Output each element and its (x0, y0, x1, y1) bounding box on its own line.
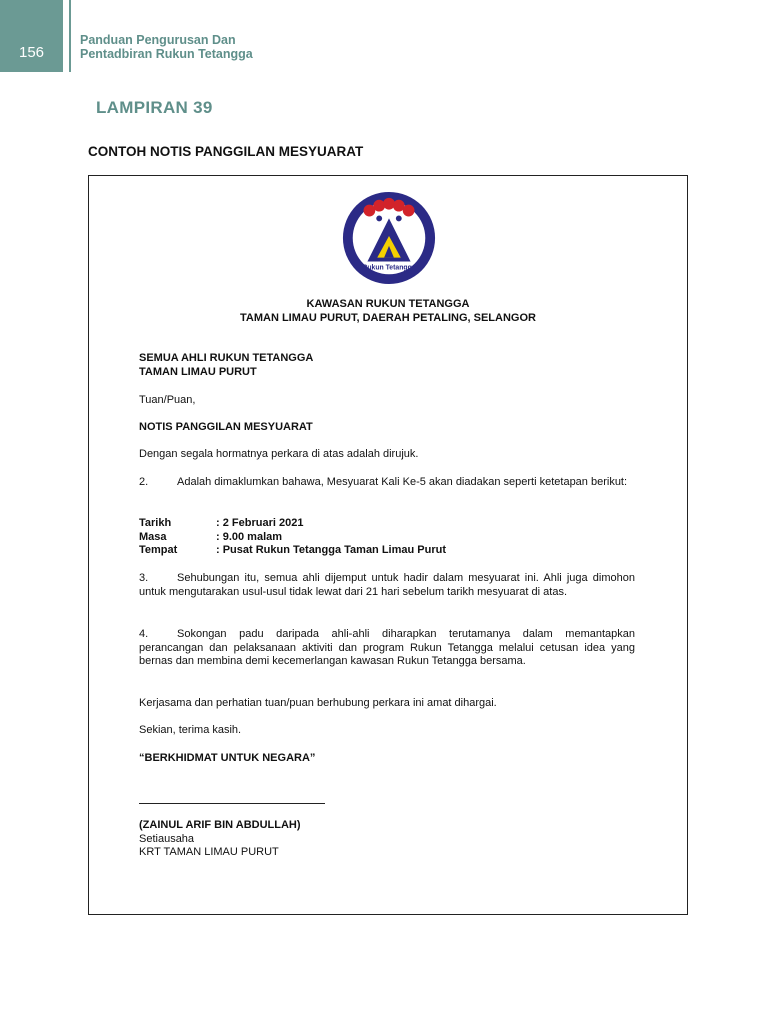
recipient (139, 352, 635, 379)
paragraph-3 (139, 572, 635, 599)
letter-frame (88, 175, 688, 915)
detail-value: : 9.00 malam (216, 530, 283, 543)
paragraph-2-number: 2. (139, 476, 149, 488)
detail-row-date (139, 517, 635, 531)
paragraph-4-text: Sokongan padu daripada ahli-ahli diharapkan terutamanya dalam memantapkan perancangan dan pelaksanaan aktiviti dan program Rukun Tetangga melalui cetusan idea yang bernas dan membina demi kecemerlangan kawasan Rukun Tetangga bersama. (139, 628, 635, 667)
header-divider (69, 0, 71, 72)
detail-label: Masa (139, 530, 167, 543)
salutation: Tuan/Puan, (139, 394, 196, 406)
letterhead-line-2: TAMAN LIMAU PURUT, DAERAH PETALING, SELANGOR (240, 312, 536, 324)
signatory-title: Setiausaha (139, 832, 195, 845)
signature-line (139, 803, 325, 804)
closing: Sekian, terima kasih. (139, 724, 242, 736)
letterhead (89, 297, 687, 325)
page-number-tab (0, 0, 63, 72)
paragraph-2 (139, 476, 635, 490)
page-number: 156 (18, 44, 45, 61)
header-line-2: Pentadbiran Rukun Tetangga (80, 47, 253, 61)
detail-label: Tarikh (139, 517, 172, 529)
header-line-1: Panduan Pengurusan Dan (80, 33, 236, 47)
recipient-line-1: SEMUA AHLI RUKUN TETANGGA (139, 352, 314, 364)
paragraph-3-number: 3. (139, 572, 149, 584)
motto: “BERKHIDMAT UNTUK NEGARA” (139, 752, 316, 764)
paragraph-4 (139, 628, 635, 669)
paragraph-2-text: Adalah dimaklumkan bahawa, Mesyuarat Kali Ke-5 akan diadakan seperti ketetapan berikut: (177, 476, 628, 488)
paragraph-3-text: Sehubungan itu, semua ahli dijemput untuk hadir dalam mesyuarat ini. Ahli juga dimohon untuk mengutarakan usul-usul tidak lewat dari 21 hari sebelum tarikh mesyuarat di atas. (139, 572, 635, 598)
paragraph-4-number: 4. (139, 628, 149, 640)
logo-text: Rukun Tetangga (362, 264, 416, 272)
document-header (80, 33, 253, 61)
recipient-line-2: TAMAN LIMAU PURUT (139, 365, 257, 378)
detail-row-time (139, 531, 635, 545)
meeting-details (139, 517, 635, 558)
paragraph-5: Kerjasama dan perhatian tuan/puan berhubung perkara ini amat dihargai. (139, 697, 497, 709)
appendix-title: LAMPIRAN 39 (96, 98, 213, 117)
signatory-org: KRT TAMAN LIMAU PURUT (139, 846, 279, 858)
detail-value: : Pusat Rukun Tetangga Taman Limau Purut (216, 544, 447, 556)
section-title: CONTOH NOTIS PANGGILAN MESYUARAT (88, 144, 364, 159)
subject: NOTIS PANGGILAN MESYUARAT (139, 421, 313, 433)
detail-label: Tempat (139, 544, 178, 556)
letterhead-line-1: KAWASAN RUKUN TETANGGA (306, 298, 470, 310)
signatory-name: (ZAINUL ARIF BIN ABDULLAH) (139, 819, 301, 831)
rukun-tetangga-logo-icon (340, 189, 438, 287)
signatory-block (139, 819, 635, 860)
detail-row-venue (139, 544, 635, 558)
paragraph-1: Dengan segala hormatnya perkara di atas adalah dirujuk. (139, 448, 419, 460)
detail-value: : 2 Februari 2021 (216, 517, 304, 529)
